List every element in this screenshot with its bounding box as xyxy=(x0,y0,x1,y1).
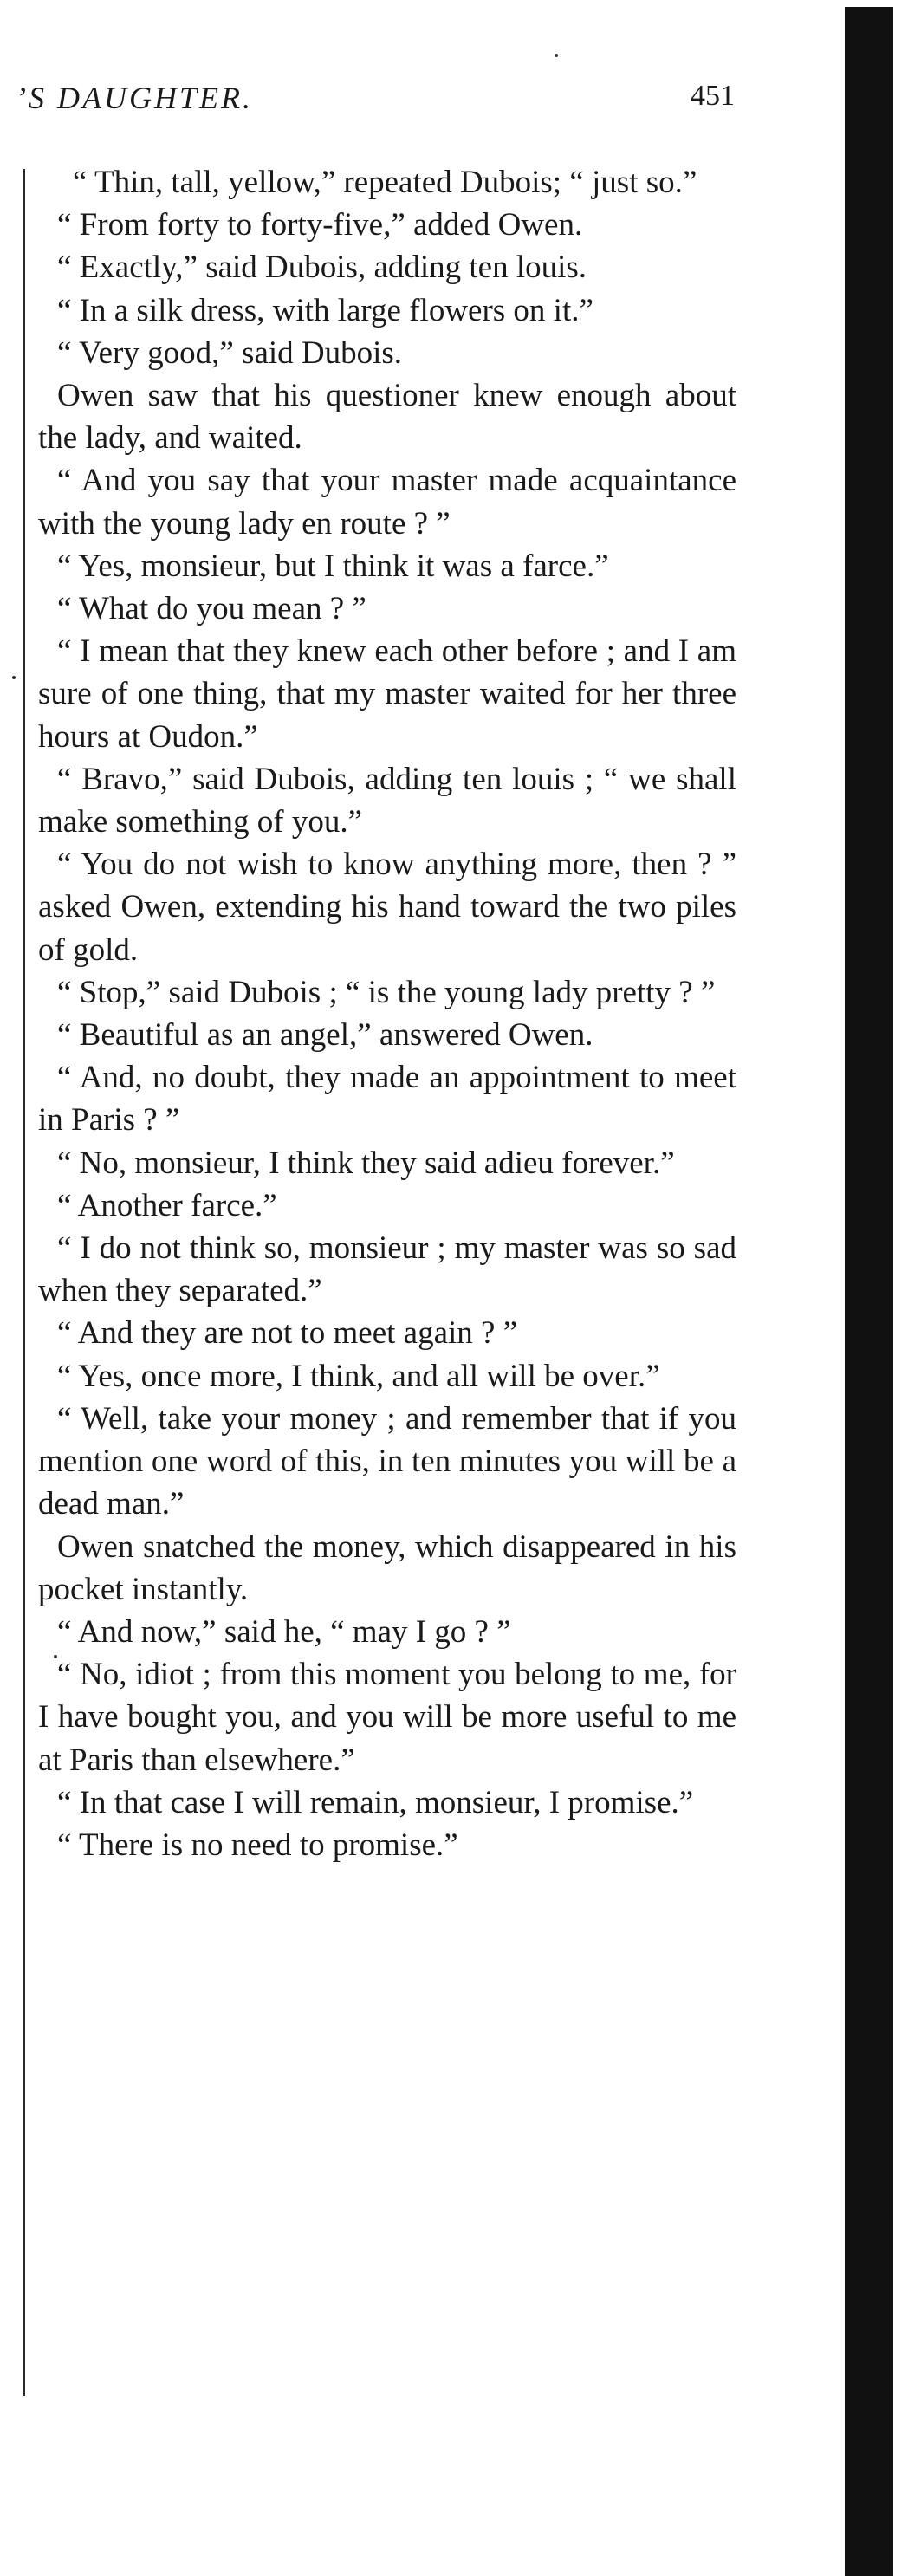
body-text xyxy=(38,161,736,1866)
paragraph: “ No, monsieur, I think they said adieu forever.” xyxy=(57,1145,675,1181)
running-head xyxy=(16,80,735,123)
paragraph: “ And they are not to meet again ? ” xyxy=(57,1315,518,1352)
paragraph: “ I mean that they knew each other before ; and I am sure of one thing, that my master waited for her three hours at Oudon.” xyxy=(38,633,736,755)
page-number: 451 xyxy=(691,80,735,112)
paragraph: “ Yes, once more, I think, and all will be over.” xyxy=(57,1358,660,1394)
paragraph: “ Exactly,” said Dubois, adding ten louis. xyxy=(57,250,587,286)
paragraph: “ Beautiful as an angel,” answered Owen. xyxy=(57,1017,593,1054)
running-title: ’S DAUGHTER. xyxy=(16,81,253,115)
paragraph: “ In that case I will remain, monsieur, I promise.” xyxy=(57,1784,694,1820)
paragraph: “ Well, take your money ; and remember that if you mention one word of this, in ten minutes you will be a dead man.” xyxy=(38,1400,736,1522)
paragraph: “ And now,” said he, “ may I go ? ” xyxy=(57,1613,511,1650)
paragraph: “ And, no doubt, they made an appointment to meet in Paris ? ” xyxy=(38,1060,736,1139)
paragraph: Owen snatched the money, which disappeared in his pocket instantly. xyxy=(38,1528,736,1607)
print-speck xyxy=(12,676,16,679)
paragraph: “ I do not think so, monsieur ; my master was so sad when they separated.” xyxy=(38,1230,736,1309)
left-margin-rule xyxy=(23,169,25,2396)
paragraph: “ Yes, monsieur, but I think it was a farce.” xyxy=(57,548,609,584)
paragraph: “ What do you mean ? ” xyxy=(57,591,366,627)
paragraph: “ Thin, tall, yellow,” repeated Dubois; “ just so.” xyxy=(73,165,697,200)
paragraph: “ In a silk dress, with large flowers on it.” xyxy=(57,292,593,328)
paragraph: “ No, idiot ; from this moment you belong to me, for I have bought you, and you will be more useful to me at Paris than elsewhere.” xyxy=(38,1657,736,1778)
paragraph: Owen saw that his questioner knew enough about the lady, and waited. xyxy=(38,378,736,457)
paragraph: “ From forty to forty-five,” added Owen. xyxy=(57,207,583,243)
paragraph: “ Stop,” said Dubois ; “ is the young lady pretty ? ” xyxy=(57,974,716,1010)
paragraph: “ You do not wish to know anything more, then ? ” asked Owen, extending his hand toward the two piles of gold. xyxy=(38,847,736,968)
paragraph: “ Another farce.” xyxy=(57,1187,277,1223)
paragraph: “ Bravo,” said Dubois, adding ten louis ; “ we shall make something of you.” xyxy=(38,761,736,840)
print-speck xyxy=(555,54,558,57)
paragraph: “ There is no need to promise.” xyxy=(57,1827,458,1863)
paragraph: “ And you say that your master made acquaintance with the young lady en route ? ” xyxy=(38,463,736,542)
paragraph: “ Very good,” said Dubois. xyxy=(57,334,403,371)
binding-spine-shadow xyxy=(845,7,893,2576)
